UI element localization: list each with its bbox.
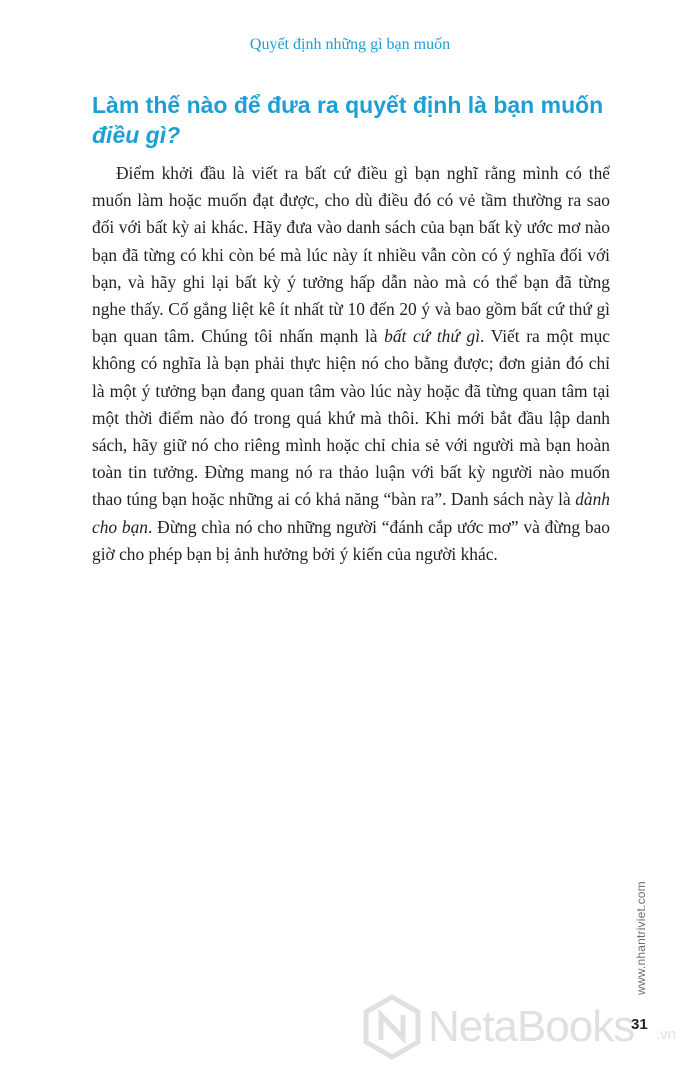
body-text-part-2: . Viết ra một mục không có nghĩa là bạn phải thực hiện nó cho bằng được; đơn giản đó chỉ là một ý tưởng bạn đang quan tâm vào lúc này hoặc đã từng quan tâm tại một thời điểm nào đó trong quá khứ mà thôi. Khi mới bắt đầu lập danh sách, hãy giữ nó cho riêng mình hoặc chỉ chia sẻ với người mà bạn hoàn toàn tin tưởng. Đừng mang nó ra thảo luận với bất kỳ người nào muốn thao túng bạn hoặc những ai có khả năng “bàn ra”. Danh sách này là <box>92 326 611 510</box>
heading-emphasis: điều gì? <box>92 122 181 148</box>
netabooks-logo-icon <box>362 994 422 1060</box>
watermark-name: NetaBooks <box>428 1002 635 1051</box>
body-emphasis-1: bất cứ thứ gì <box>384 326 481 347</box>
running-head: Quyết định những gì bạn muốn <box>249 36 451 53</box>
body-emphasis-2: dành cho bạn <box>92 489 610 537</box>
watermark <box>362 994 692 1064</box>
page-number: 31 <box>631 1016 648 1033</box>
heading-main: Làm thế nào để đưa ra quyết định là bạn muốn <box>92 92 604 118</box>
watermark-tld: .vn <box>656 1026 677 1043</box>
body-paragraph <box>92 160 610 568</box>
section-heading <box>92 90 632 150</box>
publisher-url: www.nhantriviet.com <box>634 881 648 995</box>
body-text-part-1: Điểm khởi đầu là viết ra bất cứ điều gì bạn nghĩ rằng mình có thể muốn làm hoặc muốn đạt được, cho dù điều đó có vẻ tầm thường ra sao đối với bất kỳ ai khác. Hãy đưa vào danh sách của bạn bất kỳ ước mơ nào bạn đã từng có khi còn bé mà lúc này ít nhiều vẫn còn có ý nghĩa đối với bạn, và hãy ghi lại bất kỳ ý tưởng hấp dẫn nào mà có thể bạn đã từng nghe thấy. Cố gắng liệt kê ít nhất từ 10 đến 20 ý và bao gồm bất cứ thứ gì bạn quan tâm. Chúng tôi nhấn mạnh là <box>92 163 610 347</box>
body-text-part-3: . Đừng chìa nó cho những người “đánh cắp ước mơ” và đừng bao giờ cho phép bạn bị ảnh hưởng bởi ý kiến của người khác. <box>92 516 611 564</box>
